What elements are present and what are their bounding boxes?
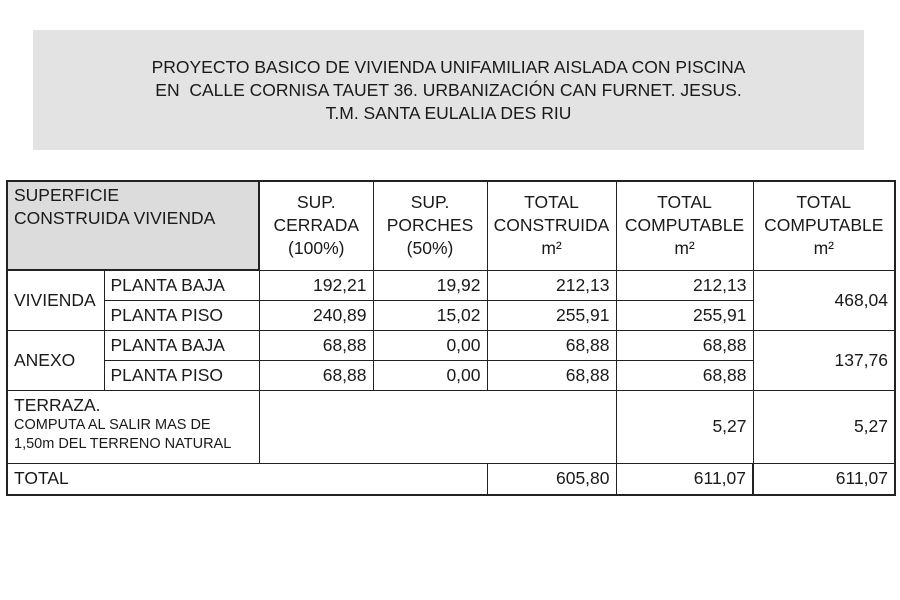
cell-porches: 0,00 [373,330,487,360]
project-title-line-1: PROYECTO BASICO DE VIVIENDA UNIFAMILIAR AISLADA CON PISCINA [151,56,746,77]
total-computable-sum: 611,07 [753,463,895,495]
cell-construida: 68,88 [487,360,616,390]
project-title-line-3: T.M. SANTA EULALIA DES RIU [325,102,572,123]
terraza-empty-cell [259,390,616,463]
surface-table [6,180,896,496]
cell-porches: 15,02 [373,300,487,330]
floor-label: PLANTA BAJA [104,330,259,360]
cell-construida: 68,88 [487,330,616,360]
header-total-computable-sum: TOTAL COMPUTABLE m² [753,181,895,270]
terraza-title: TERRAZA. [14,394,101,415]
cell-construida: 212,13 [487,270,616,300]
cell-cerrada: 192,21 [259,270,373,300]
table-row-total [7,463,895,495]
cell-cerrada: 68,88 [259,360,373,390]
cell-computable: 68,88 [616,330,753,360]
header-surface-label: SUPERFICIE CONSTRUIDA VIVIENDA [7,181,259,270]
table-header-row [7,181,895,270]
cell-computable: 212,13 [616,270,753,300]
cell-construida: 255,91 [487,300,616,330]
total-spacer [259,463,373,495]
cell-cerrada: 68,88 [259,330,373,360]
cell-computable: 255,91 [616,300,753,330]
cell-computable: 5,27 [616,390,753,463]
project-title-box [33,30,864,150]
floor-label: PLANTA PISO [104,360,259,390]
group-label-vivienda: VIVIENDA [7,270,104,330]
header-sup-porches: SUP. PORCHES (50%) [373,181,487,270]
floor-label: PLANTA PISO [104,300,259,330]
total-construida: 605,80 [487,463,616,495]
header-total-construida: TOTAL CONSTRUIDA m² [487,181,616,270]
floor-label: PLANTA BAJA [104,270,259,300]
group-label-anexo: ANEXO [7,330,104,390]
header-sup-cerrada: SUP. CERRADA (100%) [259,181,373,270]
header-total-computable: TOTAL COMPUTABLE m² [616,181,753,270]
group-total-vivienda: 468,04 [753,270,895,330]
total-spacer [373,463,487,495]
cell-porches: 19,92 [373,270,487,300]
terraza-note-line-1: COMPUTA AL SALIR MAS DE [14,416,211,433]
cell-cerrada: 240,89 [259,300,373,330]
table-row [7,270,895,300]
total-label: TOTAL [7,463,259,495]
terraza-note-line-2: 1,50m DEL TERRENO NATURAL [14,435,232,452]
group-total-anexo: 137,76 [753,330,895,390]
project-title-line-2: EN CALLE CORNISA TAUET 36. URBANIZACIÓN CAN FURNET. JESUS. [155,79,742,100]
cell-porches: 0,00 [373,360,487,390]
total-computable: 611,07 [616,463,753,495]
terraza-total-computable: 5,27 [753,390,895,463]
table-row [7,330,895,360]
cell-computable: 68,88 [616,360,753,390]
table-row-terraza [7,390,895,463]
terraza-label [7,390,259,463]
